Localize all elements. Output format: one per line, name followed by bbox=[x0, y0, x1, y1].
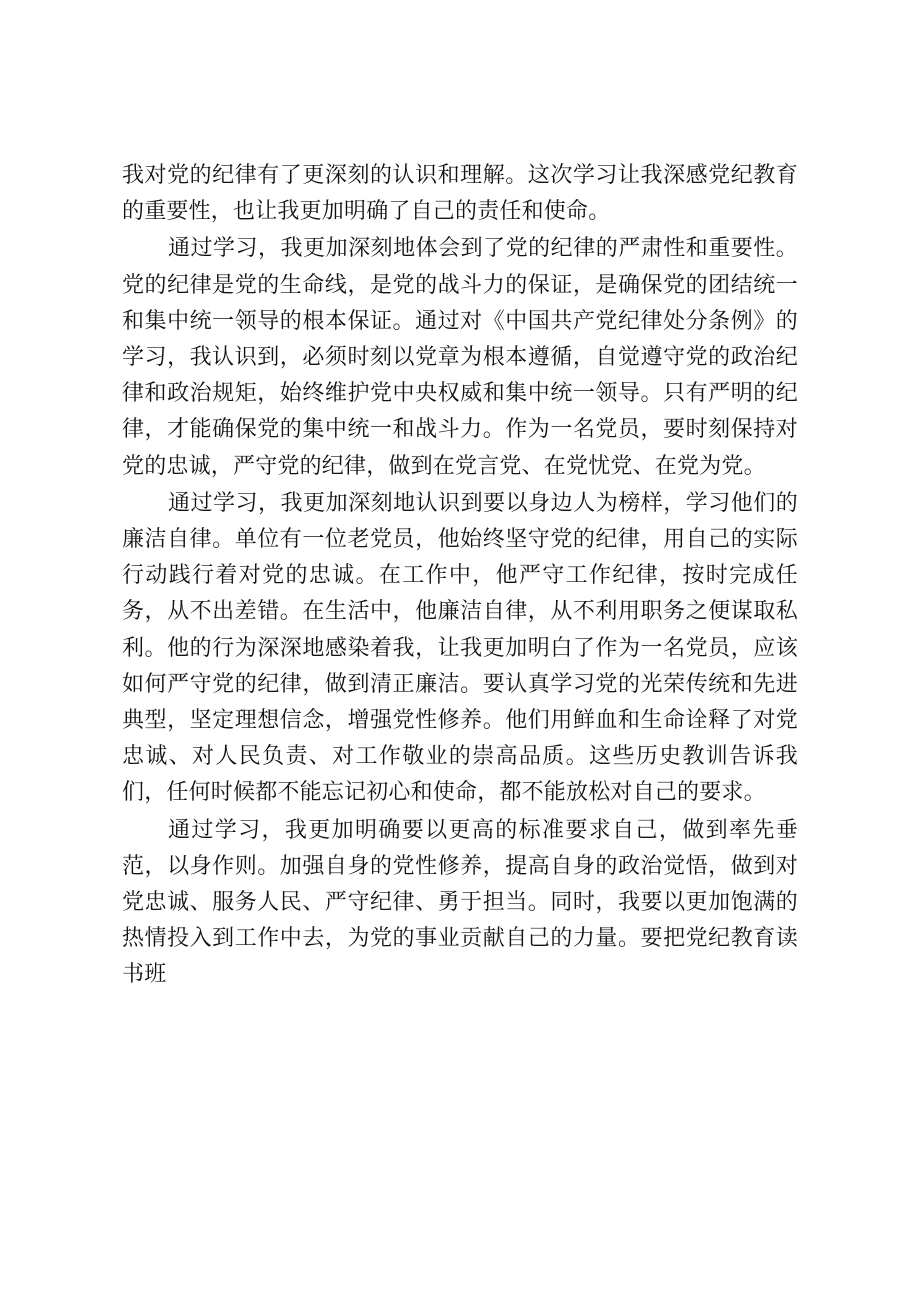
paragraph-4: 通过学习，我更加明确要以更高的标准要求自己，做到率先垂范，以身作则。加强自身的党性修养，提高自身的政治觉悟，做到对党忠诚、服务人民、严守纪律、勇于担当。同时，我要以更加饱满的热情投入到工作中去，为党的事业贡献自己的力量。要把党纪教育读书班 bbox=[122, 817, 798, 988]
paragraph-2: 通过学习，我更加深刻地体会到了党的纪律的严肃性和重要性。党的纪律是党的生命线，是党的战斗力的保证，是确保党的团结统一和集中统一领导的根本保证。通过对《中国共产党纪律处分条例》的学习，我认识到，必须时刻以党章为根本遵循，自觉遵守党的政治纪律和政治规矩，始终维护党中央权威和集中统一领导。只有严明的纪律，才能确保党的集中统一和战斗力。作为一名党员，要时刻保持对党的忠诚，严守党的纪律，做到在党言党、在党忧党、在党为党。 bbox=[122, 236, 798, 479]
document-body bbox=[122, 158, 798, 994]
paragraph-1: 我对党的纪律有了更深刻的认识和理解。这次学习让我深感党纪教育的重要性，也让我更加明确了自己的责任和使命。 bbox=[122, 163, 798, 225]
paragraph-3: 通过学习，我更加深刻地认识到要以身边人为榜样，学习他们的廉洁自律。单位有一位老党员，他始终坚守党的纪律，用自己的实际行动践行着对党的忠诚。在工作中，他严守工作纪律，按时完成任务，从不出差错。在生活中，他廉洁自律，从不利用职务之便谋取私利。他的行为深深地感染着我，让我更加明白了作为一名党员，应该如何严守党的纪律，做到清正廉洁。要认真学习党的光荣传统和先进典型，坚定理想信念，增强党性修养。他们用鲜血和生命诠释了对党忠诚、对人民负责、对工作敬业的崇高品质。这些历史教训告诉我们，任何时候都不能忘记初心和使命，都不能放松对自己的要求。 bbox=[122, 490, 798, 806]
